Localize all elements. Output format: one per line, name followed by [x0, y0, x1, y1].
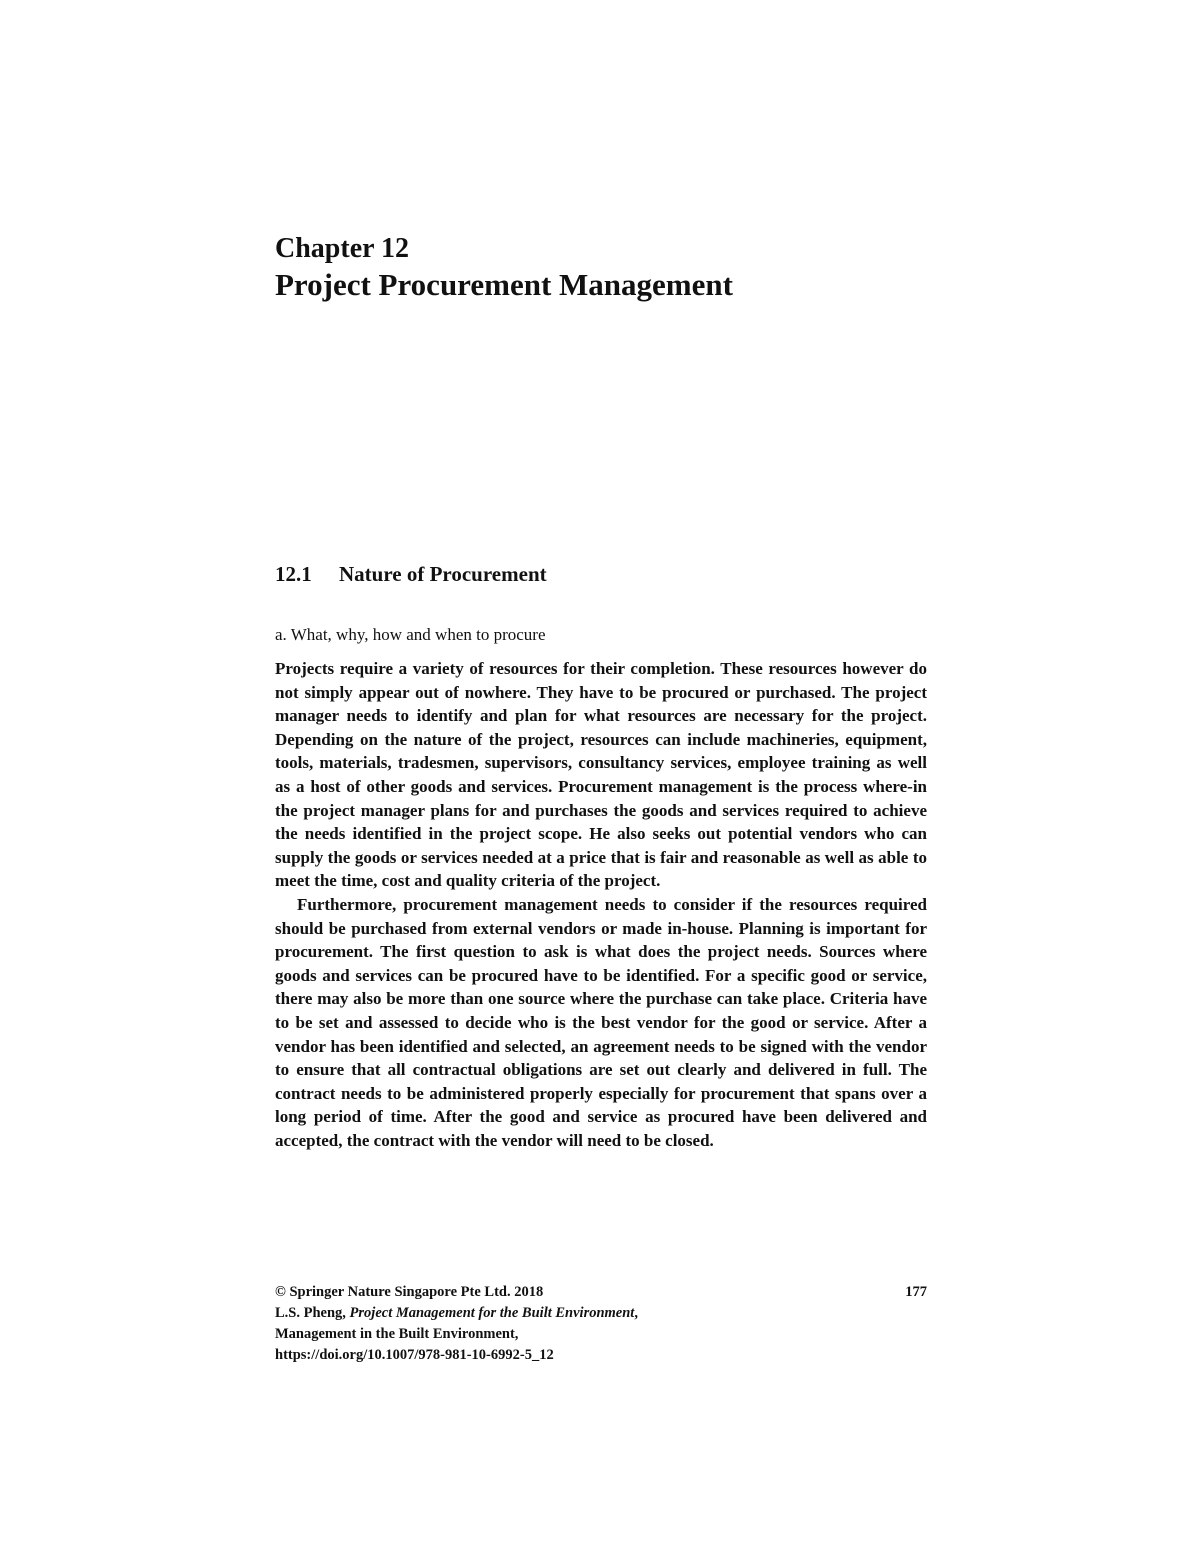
author-line-suffix: , [634, 1305, 638, 1321]
paragraph: Furthermore, procurement management needs to consider if the resources required should be purchased from external vendors or made in-house. Planning is important for procurement. The first question to ask is what does the project needs. Sources where goods and services can be procured have to be identified. For a specific good or service, there may also be more than one source where the purchase can take place. Criteria have to be set and assessed to decide who is the best vendor for the good or service. After a vendor has been identified and selected, an agreement needs to be signed with the vendor to ensure that all contractual obligations are set out clearly and delivered in full. The contract needs to be administered properly especially for procurement that spans over a long period of time. After the good and service as procured have been delivered and accepted, the contract with the vendor will need to be closed. [275, 894, 927, 1150]
section-heading [275, 560, 547, 588]
author-name: L.S. Pheng, [275, 1305, 350, 1321]
book-title: Project Management for the Built Environment [349, 1305, 635, 1321]
chapter-label: Chapter 12 [275, 233, 410, 264]
section-title: Nature of Procurement [339, 562, 547, 586]
footer-citation [275, 1282, 638, 1366]
paragraph: Projects require a variety of resources for their completion. These resources however do not simply appear out of nowhere. They have to be procured or purchased. The project manager needs to identify and plan for what resources are necessary for the project. Depending on the nature of the project, resources can include machineries, equipment, tools, materials, tradesmen, supervisors, consultancy services, employee training as well as a host of other goods and services. Procurement management is the process where-in the project manager plans for and purchases the goods and services required to achieve the needs identified in the project scope. He also seeks out potential vendors who can supply the goods or services needed at a price that is fair and reasonable as well as able to meet the time, cost and quality criteria of the project. [275, 659, 927, 891]
body-text [275, 657, 927, 1152]
page-number: 177 [905, 1284, 927, 1300]
author-line [275, 1303, 638, 1324]
section-number: 12.1 [275, 562, 312, 586]
doi-link[interactable]: https://doi.org/10.1007/978-981-10-6992-5_12 [275, 1347, 554, 1363]
chapter-title: Project Procurement Management [275, 267, 733, 302]
copyright-line: © Springer Nature Singapore Pte Ltd. 2018 [275, 1284, 544, 1300]
subheading: a. What, why, how and when to procure [275, 625, 546, 644]
series-line: Management in the Built Environment, [275, 1326, 519, 1342]
